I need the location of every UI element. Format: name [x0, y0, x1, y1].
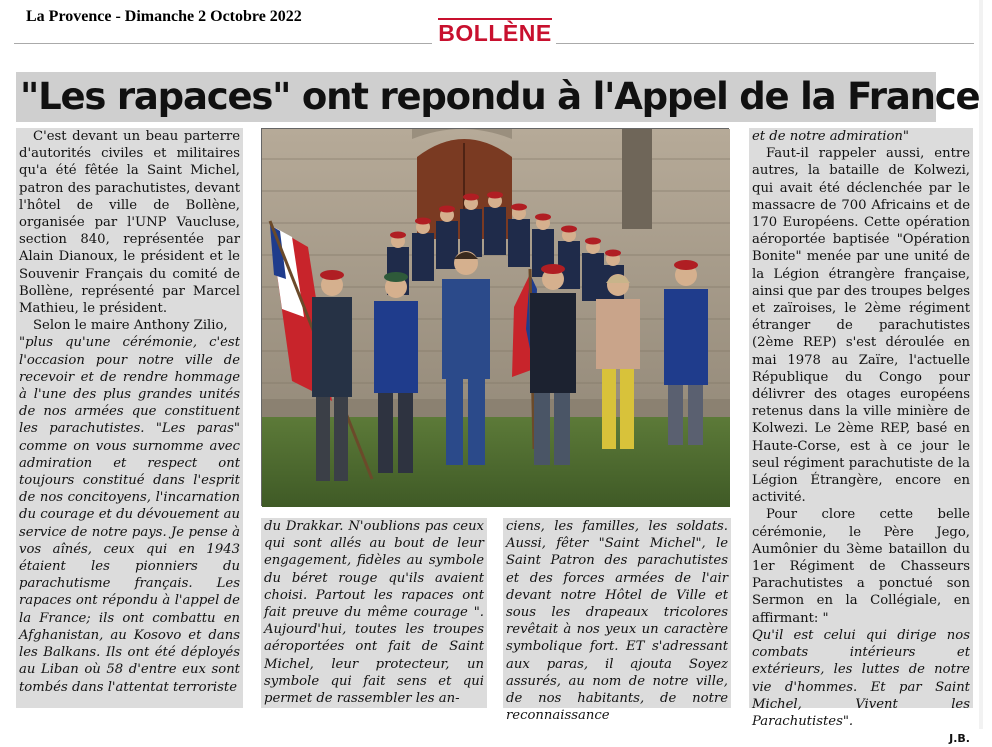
- quote-paragraph: ciens, les familles, les soldats. Aussi, fêter "Saint Michel", le Saint Patron des parachutistes et des forces armées de l'air devant notre Hôtel de Ville et sous les drapeaux tricolores revêtait à nos yeux un caractère symbolique fort. ET s'adressant aux paras, il ajouta Soyez assurés, au nom de notre ville, de nos habitants, de notre reconnaissance: [506, 519, 728, 724]
- quote-paragraph: du Drakkar. N'oublions pas ceux qui sont allés au bout de leur engagement, fidèles au symbole du béret rouge qu'ils avaient choisi. Partout les rapaces ont fait preuve du même courage ". Aujourd'hui, toutes les troupes aéroportées ont fait de Saint Michel, leur protecteur, un symbole qui fait sens et qui permet de rassembler les an-: [264, 519, 484, 707]
- quote-paragraph: "plus qu'une cérémonie, c'est l'occasion pour notre ville de recevoir et de rendre hommage à l'une des plus grandes unités de nos armées que constituent les parachutistes. "Les paras" comme on vous surnomme avec admiration et respect ont toujours constitué dans l'esprit de nos concitoyens, l'incarnation du courage et du dévouement au service de notre pays. Je pense à vos aînés, ceux qui en 1943 étaient les pionniers du parachutisme français. Les rapaces ont répondu à l'appel de la France; ils ont combattu en Afghanistan, au Kosovo et dans les Balkans. Ils ont été déployés au Liban où 58 d'entre eux sont tombés dans l'attentat terroriste: [19, 335, 240, 695]
- paragraph: Pour clore cette belle cérémonie, le Père Jego, Aumônier du 3ème bataillon du 1er Régiment de Chasseurs Parachutistes a ponctué son Sermon en la Collégiale, en affirmant: ": [752, 507, 970, 626]
- quote-continuation: et de notre admiration": [752, 129, 909, 144]
- section-rubric: BOLLÈNE: [438, 20, 552, 46]
- paragraph: Faut-il rappeler aussi, entre autres, la bataille de Kolwezi, qui avait été déclenchée par le massacre de 700 Africains et de 170 Européens. Cette opération aéroportée baptisée "Opération Bonite" menée par une unité de la Légion étrangère française, ainsi que par des troupes belges et zaïroises, le 2ème régiment étranger de parachutistes (2ème REP) s'est déroulée en mai 1978 au Zaïre, l'actuelle République du Congo pour délivrer des otages européens retenus dans la ville minière de Kolwezi. Le 2ème REP, basé en Haute-Corse, est à ce jour le seul régiment parachutiste de la Légion Étrangère, encore en activité.: [752, 146, 970, 506]
- article-column-4: [749, 128, 973, 746]
- group-photo: [261, 128, 729, 506]
- page-edge: [979, 0, 983, 729]
- header-rule-right: [556, 43, 974, 44]
- author-signature: J.B.: [949, 732, 970, 746]
- headline: "Les rapaces" ont repondu à l'Appel de la France: [16, 72, 936, 122]
- paragraph: Selon le maire Anthony Zilio,: [33, 318, 228, 334]
- paragraph: C'est devant un beau parterre d'autorités civiles et militaires qu'a été fêtée la Saint Michel, patron des parachutistes, devant l'hôtel de ville de Bollène, organisée par l'UNP Vaucluse, section 840, représentée par Alain Dianoux, le président et le Souvenir Français du comité de Bollène, représenté par Marcel Mathieu, le président.: [19, 129, 240, 317]
- quote-paragraph: Qu'il est celui qui dirige nos combats intérieurs et extérieurs, les luttes de notre vie d'hommes. Et par Saint Michel, Vivent les Parachutistes".: [752, 627, 970, 729]
- article-column-3: [503, 518, 731, 724]
- group-photo-image: [262, 129, 730, 507]
- article-column-1: [16, 128, 243, 708]
- header-rule-left: [14, 43, 432, 44]
- article-column-2: [261, 518, 487, 708]
- masthead: La Provence - Dimanche 2 Octobre 2022: [26, 8, 302, 25]
